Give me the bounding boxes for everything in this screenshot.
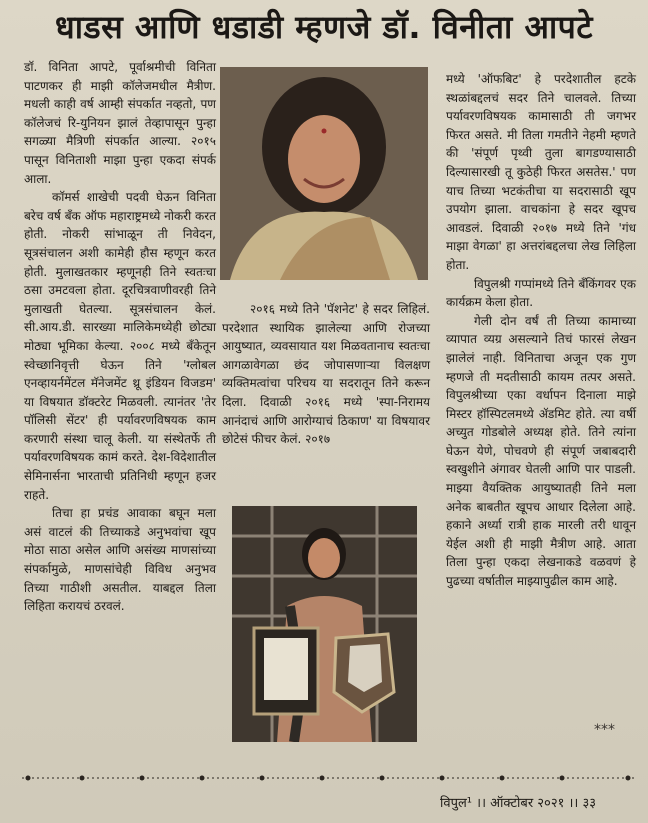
portrait-photo bbox=[220, 67, 428, 280]
paragraph: २०१६ मध्ये तिने 'पॅशनेट' हे सदर लिहिलं. परदेशात स्थायिक झालेल्या आणि रोजच्या आयुष्यात, व्यवसायात यश मिळवतानाच स्वतःचा आगळावेगळा छंद जोपासणाऱ्या विलक्षण व्यक्तिमत्वांचा परिचय या सदरातून तिने करून दिला. दिवाळी २०१६ मध्ये 'स्पा-निरामय आनंदाचं आणि आरोग्याचं ठिकाण' या विषयावर छोटेसं फीचर केलं. २०१७ bbox=[222, 302, 430, 447]
paragraph: विपुलश्री गप्पांमध्ये तिने बँकिंगवर एक कार्यक्रम केला होता. bbox=[446, 276, 636, 310]
paragraph: गेली दोन वर्षं ती तिच्या कामाच्या व्यापात व्यग्र असल्याने तिचं फारसं लेखन झालेलं नाही. विनिताचा अजून एक गुण म्हणजे ती मदतीसाठी कायम तत्पर असते. विपुलश्रीच्या एका वर्धापन दिनाला माझे मिस्टर हॉस्पिटलमध्ये ॲडमिट होते. त्या वर्षी अच्युत गोडबोले अध्यक्ष होते. तिने त्यांना घेऊन येणे, पोचवणे ही संपूर्ण जबाबदारी स्वखुशीने अंगावर घेतली आणि पार पाडली. माझ्या वैयक्तिक आयुष्यातही तिने मला अनेक बाबतीत खूपच आधार दिलेला आहे. हकाने अर्ध्या रात्री हाक मारली तरी धावून येईल अशी ही माझी मैत्रीण आहे. आता तिला पुन्हा एकदा लेखनाकडे वळवणं हे पुढच्या वर्षातील माझ्यापुढील काम आहे. bbox=[446, 313, 636, 589]
paragraph: कॉमर्स शाखेची पदवी घेऊन विनिता बरेच वर्ष बँक ऑफ महाराष्ट्रमध्ये नोकरी करत होती. नोकरी सांभाळून ती निवेदन, सूत्रसंचालन अशी कामेही हौस म्हणून करत होती. मुलाखतकार म्हणूनही तिने स्वतःचा ठसा उमटवला होता. दूरचित्रवाणीवरही तिने मुलाखती घेतल्या. सूत्रसंचालन केलं. सी.आय.डी. सारख्या मालिकेमध्येही छोट्या मोठ्या भूमिका केल्या. २००८ मध्ये बँकेतून स्वेच्छानिवृत्ती घेऊन तिने 'ग्लोबल एनव्हायर्नमेंटल मॅनेजमेंट थ्रू इंडियन विजडम' या विषयात डॉक्टरेट मिळवली. त्यानंतर 'तेर पॉलिसी सेंटर' ही पर्यावरणविषयक काम करणारी संस्था चालू केली. या संस्थेतर्फे ती पर्यावरणविषयक कामं करते. देश-विदेशातील सेमिनार्सना भारताची प्रतिनिधी म्हणून हजर राहते. bbox=[24, 190, 216, 502]
article-column-2 bbox=[222, 300, 430, 449]
award-photo bbox=[232, 506, 417, 742]
article-column-1 bbox=[24, 58, 216, 616]
paragraph: तिचा हा प्रचंड आवाका बघून मला असं वाटलं की तिच्याकडे अनुभवांचा खूप मोठा साठा असेल आणि असंख्य माणसांच्या संपर्कामुळे, माणसांचेही विविध अनुभव तिच्या गाठीशी असतील. याबद्दल तिला लिहिता करायचं ठरवलं. bbox=[24, 506, 216, 614]
end-marker: *** bbox=[594, 722, 615, 738]
paragraph: डॉ. विनिता आपटे, पूर्वाश्रमीची विनिता पाटणकर ही माझी कॉलेजमधील मैत्रीण. मधली काही वर्ष आम्ही संपर्कात नव्हतो, पण कॉलेजचं रि-युनियन झालं तेव्हापासून पुन्हा सगळ्या मैत्रिणी संपर्कात आल्या. २०१५ पासून विनिताशी माझा पुन्हा एकदा संपर्क आला. bbox=[24, 60, 216, 186]
paragraph: मध्ये 'ऑफबिट' हे परदेशातील हटके स्थळांबद्दलचं सदर तिने चालवले. तिच्या पर्यावरणविषयक कामासाठी ती जगभर फिरत असते. मी तिला गमतीने नेहमी म्हणते की 'संपूर्ण पृथ्वी तुला बागडण्यासाठी दिल्यासारखी तू कुठेही फिरत असतेस.' पण याच तिच्या भटकंतीचा या सदरासाठी खूप उपयोग झाला. वाचकांना हे सदर खूपच आवडलं. दिवाळी २०१७ मध्ये तिने 'गंध माझा वेगळा' हा अत्तरांबद्दलचा लेख लिहिला होता. bbox=[446, 72, 636, 272]
decorative-divider bbox=[22, 771, 634, 785]
article-headline: धाडस आणि धडाडी म्हणजे डॉ. विनीता आपटे bbox=[55, 7, 593, 46]
page-footer: विपुल¹ ।। ऑक्टोबर २०२१ ।। ३३ bbox=[440, 796, 596, 811]
article-column-3 bbox=[446, 70, 636, 591]
